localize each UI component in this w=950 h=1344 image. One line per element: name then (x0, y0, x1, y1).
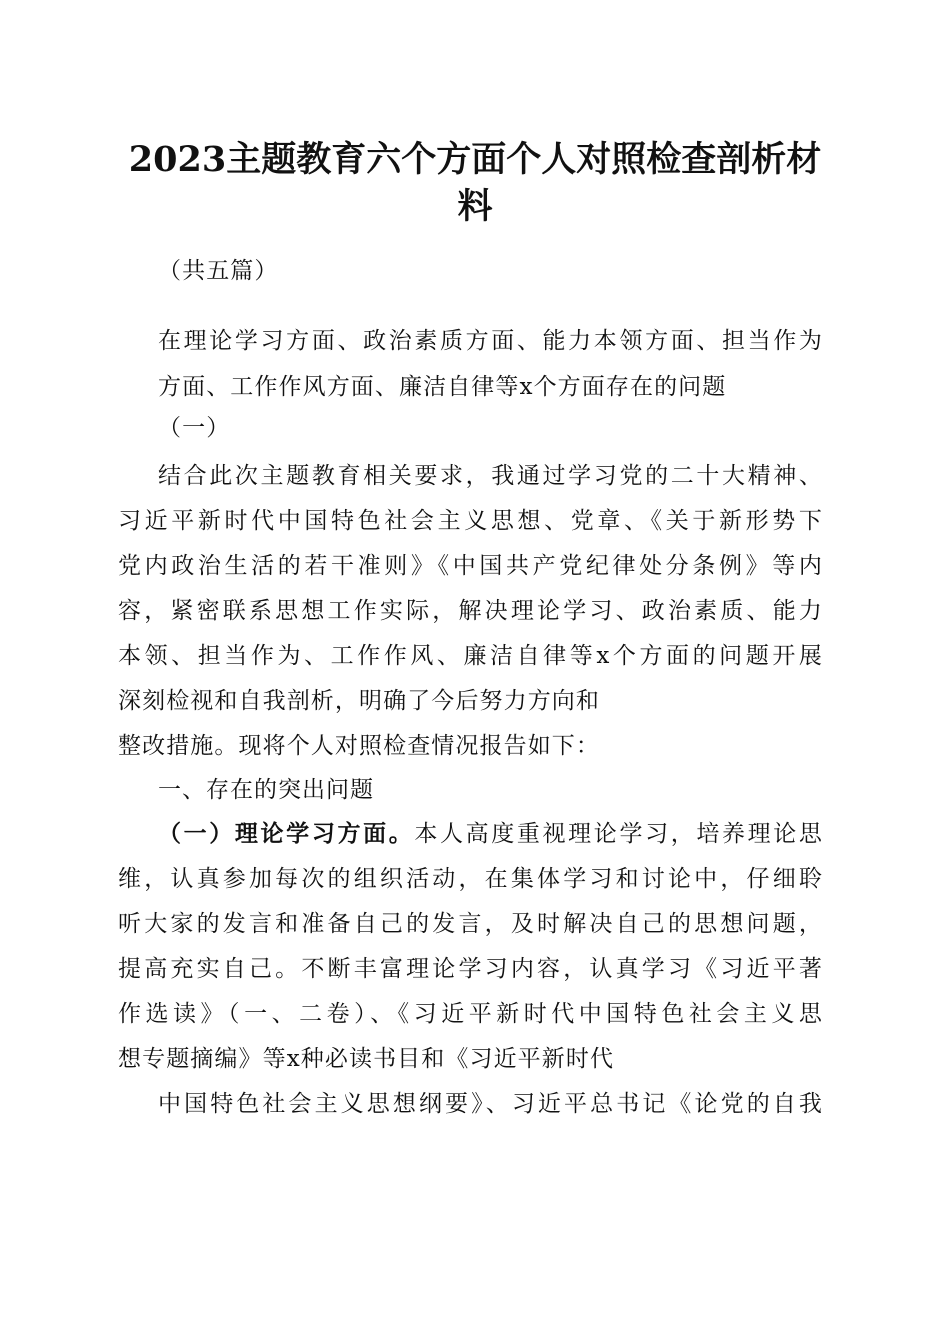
subsection-1-heading: （一）理论学习方面。 (158, 820, 415, 847)
paragraph-1-line-5: 本领、担当作为、工作作风、廉洁自律等x个方面的问题开展 (118, 643, 823, 669)
part-marker: （一） (158, 415, 231, 441)
subsection-1-line-2: 维，认真参加每次的组织活动，在集体学习和讨论中，仔细聆 (118, 866, 823, 892)
subsection-1-line-6: 想专题摘编》等x种必读书目和《习近平新时代 (118, 1046, 615, 1072)
paragraph-1-line-2: 习近平新时代中国特色社会主义思想、党章、《关于新形势下 (118, 508, 823, 534)
subsection-1-line-5: 作选读》（一、二卷）、《习近平新时代中国特色社会主义思 (118, 1001, 823, 1027)
paragraph-2-line-1: 整改措施。现将个人对照检查情况报告如下： (118, 733, 600, 759)
subsection-1-line-4: 提高充实自己。不断丰富理论学习内容，认真学习《习近平著 (118, 956, 823, 982)
subsection-1-line-1 (158, 819, 823, 849)
section-1-heading: 一、存在的突出问题 (158, 777, 374, 803)
title-line-2: 料 (457, 186, 493, 227)
paragraph-1-line-1: 结合此次主题教育相关要求，我通过学习党的二十大精神、 (158, 463, 823, 489)
count-note: （共五篇） (158, 258, 279, 284)
paragraph-1-line-3: 党内政治生活的若干准则》《中国共产党纪律处分条例》等内 (118, 553, 823, 579)
document-title (110, 136, 840, 230)
paragraph-1-line-6: 深刻检视和自我剖析，明确了今后努力方向和 (118, 688, 600, 714)
subsection-1-line-3: 听大家的发言和准备自己的发言，及时解决自己的思想问题， (118, 911, 823, 937)
paragraph-3-line-1: 中国特色社会主义思想纲要》、习近平总书记《论党的自我 (158, 1091, 823, 1117)
intro-line-2: 方面、工作作风方面、廉洁自律等x个方面存在的问题 (158, 374, 727, 400)
title-line-1: 2023主题教育六个方面个人对照检查剖析材 (128, 139, 822, 180)
subsection-1-line-1-text: 本人高度重视理论学习，培养理论思 (414, 821, 823, 847)
paragraph-1-line-4: 容，紧密联系思想工作实际，解决理论学习、政治素质、能力 (118, 598, 823, 624)
intro-line-1: 在理论学习方面、政治素质方面、能力本领方面、担当作为 (158, 328, 823, 354)
